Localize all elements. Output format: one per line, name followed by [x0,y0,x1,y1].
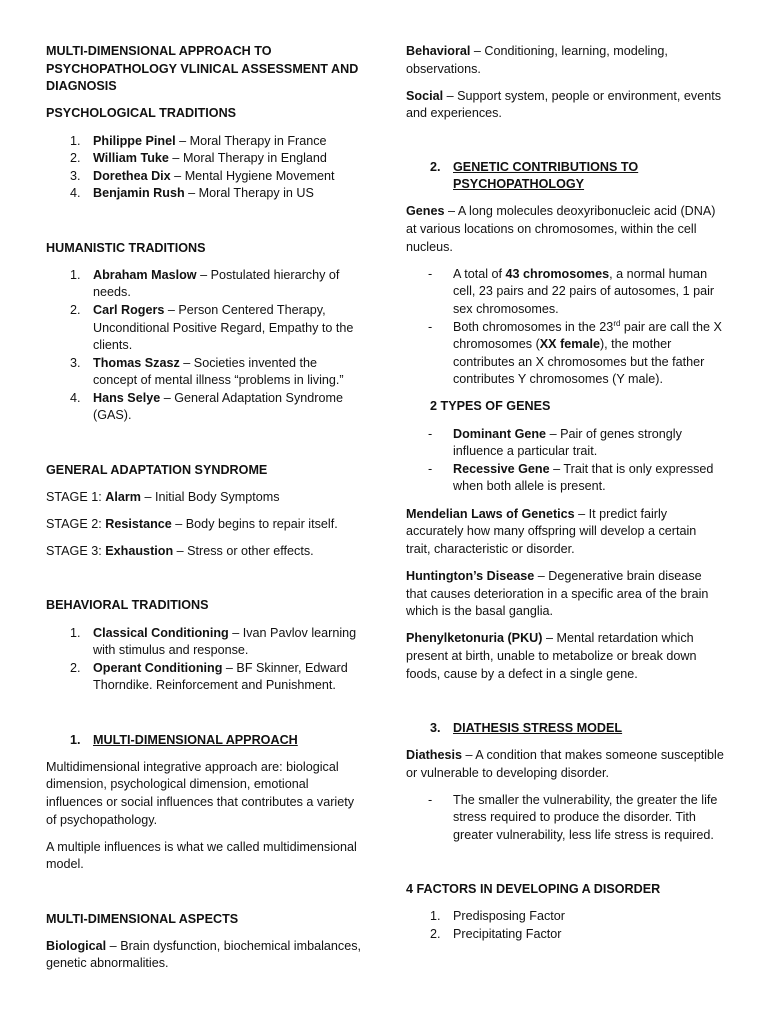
list-item: - Both chromosomes in the 23rd pair are call the X chromosomes (XX female), the mother contributes an X chromosomes but the father contributes Y chromosomes (Y male). [428,318,722,387]
list-item: 1. Philippe Pinel – Moral Therapy in France [70,133,327,148]
list-item: - Recessive Gene – Trait that is only expressed when both allele is present. [428,461,714,494]
factors-heading: 4 FACTORS IN DEVELOPING A DISORDER [406,882,661,897]
psychological-traditions-heading: PSYCHOLOGICAL TRADITIONS [46,106,237,121]
gene-types-list [406,426,724,496]
list-item: 3. Dorethea Dix – Mental Hygiene Movement [70,168,335,183]
list-item: 2. William Tuke – Moral Therapy in England [70,151,327,166]
multi-dimensional-paragraph-1: Multidimensional integrative approach are: biological dimension, psychological dimension, emotional influences or social influences that contributes a variety of psychopathology. [46,759,355,827]
gas-stage-2: STAGE 2: Resistance – Body begins to repair itself. [46,517,338,532]
gene-types-heading: 2 TYPES OF GENES [430,399,551,414]
list-item: - A total of 43 chromosomes, a normal human cell, 23 pairs and 22 pairs of autosomes, 1 pair sex chromosomes. [428,266,715,316]
list-item: 1. Classical Conditioning – Ivan Pavlov learning with stimulus and response. [70,625,357,658]
genes-definition: Genes – A long molecules deoxyribonucleic acid (DNA) at various locations on chromosomes, within the cell nucleus. [406,204,716,254]
factors-list [406,908,724,943]
diathesis-definition: Diathesis – A condition that makes someone susceptible or vulnerable to developing disorder. [406,747,724,780]
document-title: MULTI-DIMENSIONAL APPROACH TO PSYCHOPATHOLOGY VLINICAL ASSESSMENT AND DIAGNOSIS [46,44,359,94]
list-item: 4. Benjamin Rush – Moral Therapy in US [70,186,314,201]
list-item: 2. Operant Conditioning – BF Skinner, Edward Thorndike. Reinforcement and Punishment. [70,660,348,693]
chromosome-list [406,266,724,389]
huntingtons-disease: Huntington’s Disease – Degenerative brain disease that causes deterioration in a specific area of the brain which is the basal ganglia. [406,569,709,619]
behavioral-aspect: Behavioral – Conditioning, learning, modeling, observations. [406,44,668,76]
psychological-traditions-list [46,133,364,203]
list-item: - The smaller the vulnerability, the greater the life stress required to produce the disorder. Tith greater vulnerability, less life stress is required. [428,792,718,842]
biological-aspect: Biological – Brain dysfunction, biochemical imbalances, genetic abnormalities. [46,938,361,971]
humanistic-traditions-list [46,267,364,425]
diathesis-list [406,792,724,845]
left-column [46,43,364,982]
behavioral-traditions-heading: BEHAVIORAL TRADITIONS [46,598,209,613]
social-aspect: Social – Support system, people or environment, events and experiences. [406,88,722,121]
list-item: 2. Carl Rogers – Person Centered Therapy, Unconditional Positive Regard, Empathy to the clients. [70,302,354,353]
right-column [406,43,724,953]
list-item: - Dominant Gene – Pair of genes strongly influence a particular trait. [428,426,682,459]
gas-stage-3: STAGE 3: Exhaustion – Stress or other effects. [46,544,314,559]
mendelian-laws: Mendelian Laws of Genetics – It predict fairly accurately how many offspring will develop a certain trait, characteristic or disorder. [406,506,697,556]
list-item: 1. Predisposing Factor [430,909,565,924]
list-item: 2. Precipitating Factor [430,926,562,941]
behavioral-traditions-list [46,625,364,695]
list-item: 3. Thomas Szasz – Societies invented the concept of mental illness “problems in living.” [70,355,344,388]
multi-dimensional-paragraph-2: A multiple influences is what we called multidimensional model. [46,839,357,872]
gas-heading: GENERAL ADAPTATION SYNDROME [46,462,268,477]
phenylketonuria: Phenylketonuria (PKU) – Mental retardation which present at birth, unable to metabolize or break down foods, cause by a defect in a single gene. [406,631,697,681]
gas-stage-1: STAGE 1: Alarm – Initial Body Symptoms [46,489,280,504]
multi-dimensional-aspects-heading: MULTI-DIMENSIONAL ASPECTS [46,911,239,926]
list-item: 4. Hans Selye – General Adaptation Syndrome (GAS). [70,390,343,423]
diathesis-stress-heading: 3. DIATHESIS STRESS MODEL [430,720,623,735]
list-item: 1. Abraham Maslow – Postulated hierarchy of needs. [70,267,340,300]
humanistic-traditions-heading: HUMANISTIC TRADITIONS [46,240,206,255]
multi-dimensional-approach-heading: 1. MULTI-DIMENSIONAL APPROACH [70,732,298,747]
genetic-contributions-heading: 2. GENETIC CONTRIBUTIONS TO PSYCHOPATHOLOGY [430,159,639,192]
